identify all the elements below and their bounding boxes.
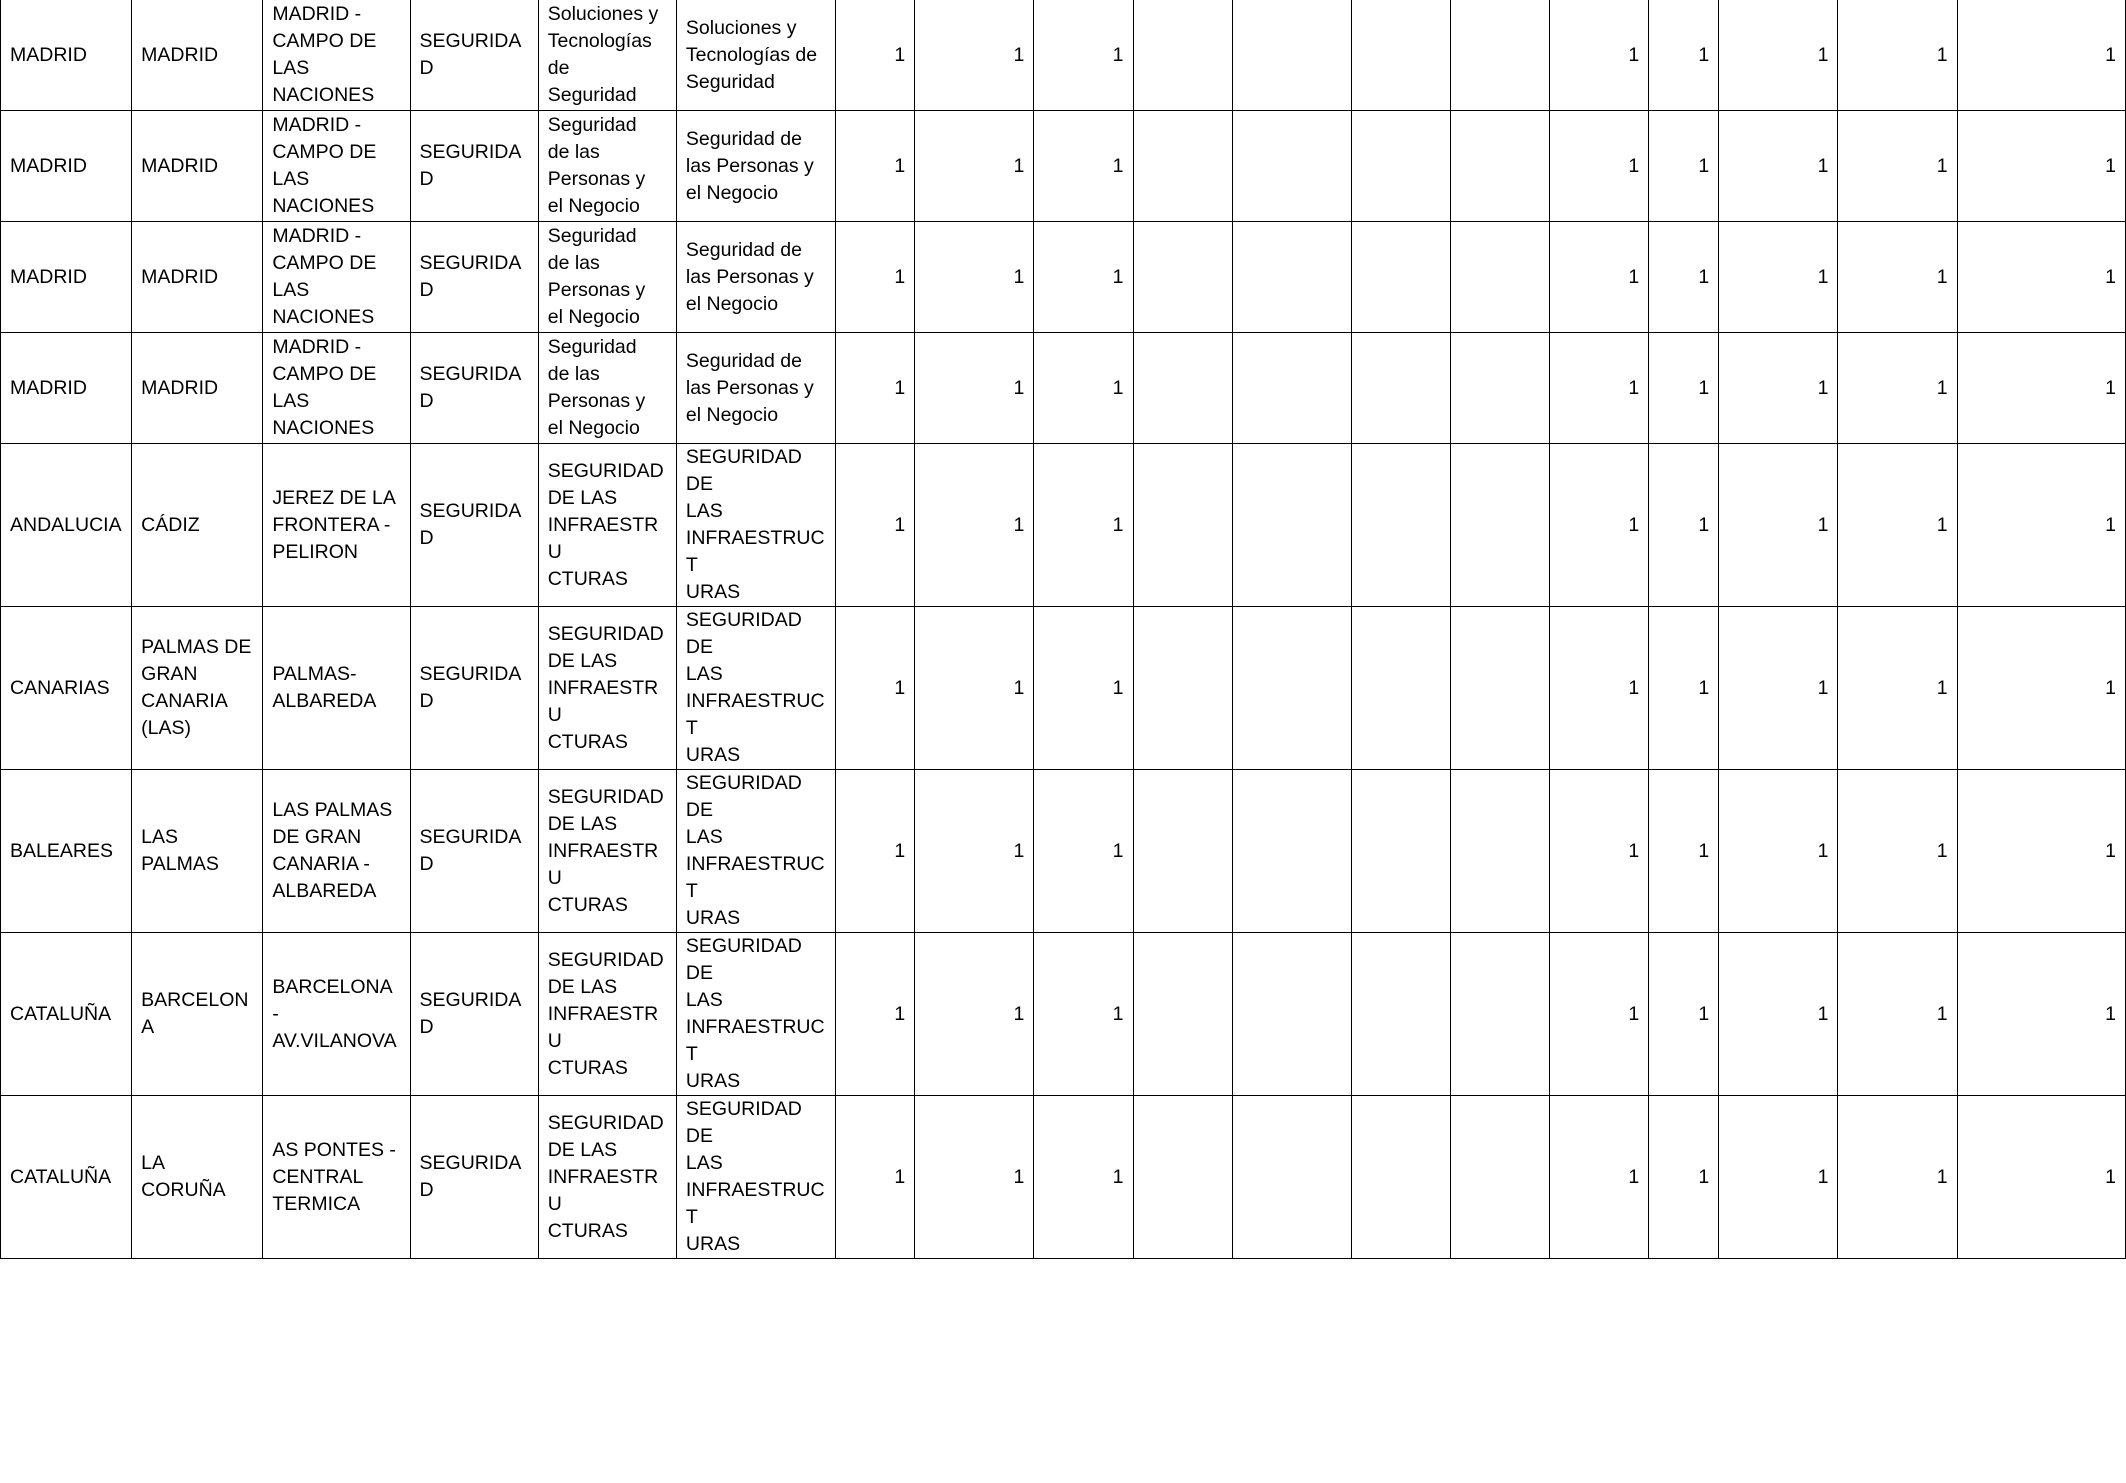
cell-value-2: 1 <box>915 0 1034 111</box>
cell-value-12: 1 <box>1957 111 2125 222</box>
table-row <box>1 770 2126 933</box>
cell-value-8: 1 <box>1550 333 1649 444</box>
cell-service-detail: Seguridad de las Personas y el Negocio <box>676 222 835 333</box>
cell-value-9: 1 <box>1649 444 1719 607</box>
cell-value-9: 1 <box>1649 1096 1719 1259</box>
cell-service: Soluciones y Tecnologías de Seguridad <box>538 0 676 111</box>
cell-value-12: 1 <box>1957 0 2125 111</box>
table-row <box>1 1096 2126 1259</box>
cell-service-detail: SEGURIDAD DE LAS INFRAESTRUCT URAS <box>676 770 835 933</box>
cell-value-4 <box>1133 933 1232 1096</box>
cell-value-6 <box>1351 607 1450 770</box>
cell-service-detail: Seguridad de las Personas y el Negocio <box>676 111 835 222</box>
cell-value-8: 1 <box>1550 770 1649 933</box>
cell-value-6 <box>1351 0 1450 111</box>
cell-area: SEGURIDAD <box>410 111 538 222</box>
cell-value-11: 1 <box>1838 333 1957 444</box>
cell-value-1: 1 <box>836 770 915 933</box>
cell-region: CATALUÑA <box>1 1096 132 1259</box>
cell-value-3: 1 <box>1034 1096 1133 1259</box>
cell-site: MADRID - CAMPO DE LAS NACIONES <box>263 222 410 333</box>
cell-site: MADRID - CAMPO DE LAS NACIONES <box>263 333 410 444</box>
cell-value-5 <box>1232 333 1351 444</box>
cell-value-10: 1 <box>1719 607 1838 770</box>
cell-value-7 <box>1450 111 1549 222</box>
cell-value-2: 1 <box>915 933 1034 1096</box>
cell-value-9: 1 <box>1649 0 1719 111</box>
cell-value-4 <box>1133 333 1232 444</box>
cell-value-5 <box>1232 444 1351 607</box>
cell-service: SEGURIDAD DE LAS INFRAESTRU CTURAS <box>538 1096 676 1259</box>
cell-value-3: 1 <box>1034 444 1133 607</box>
cell-value-9: 1 <box>1649 770 1719 933</box>
cell-value-4 <box>1133 444 1232 607</box>
cell-value-1: 1 <box>836 111 915 222</box>
cell-value-10: 1 <box>1719 333 1838 444</box>
cell-value-2: 1 <box>915 607 1034 770</box>
cell-value-12: 1 <box>1957 933 2125 1096</box>
cell-site: BARCELONA - AV.VILANOVA <box>263 933 410 1096</box>
cell-value-8: 1 <box>1550 1096 1649 1259</box>
cell-region: MADRID <box>1 222 132 333</box>
cell-service: Seguridad de las Personas y el Negocio <box>538 222 676 333</box>
cell-value-12: 1 <box>1957 444 2125 607</box>
cell-value-1: 1 <box>836 933 915 1096</box>
cell-value-6 <box>1351 770 1450 933</box>
cell-value-8: 1 <box>1550 222 1649 333</box>
cell-value-3: 1 <box>1034 770 1133 933</box>
cell-value-4 <box>1133 222 1232 333</box>
cell-service: SEGURIDAD DE LAS INFRAESTRU CTURAS <box>538 770 676 933</box>
cell-value-7 <box>1450 770 1549 933</box>
table-row <box>1 111 2126 222</box>
cell-service-detail: SEGURIDAD DE LAS INFRAESTRUCT URAS <box>676 444 835 607</box>
cell-service: SEGURIDAD DE LAS INFRAESTRU CTURAS <box>538 933 676 1096</box>
cell-value-5 <box>1232 1096 1351 1259</box>
cell-value-11: 1 <box>1838 607 1957 770</box>
cell-service-detail: SEGURIDAD DE LAS INFRAESTRUCT URAS <box>676 1096 835 1259</box>
cell-area: SEGURIDAD <box>410 770 538 933</box>
cell-value-4 <box>1133 0 1232 111</box>
cell-value-2: 1 <box>915 111 1034 222</box>
cell-value-1: 1 <box>836 607 915 770</box>
cell-service-detail: Seguridad de las Personas y el Negocio <box>676 333 835 444</box>
cell-area: SEGURIDAD <box>410 933 538 1096</box>
cell-area: SEGURIDAD <box>410 222 538 333</box>
cell-site: JEREZ DE LA FRONTERA - PELIRON <box>263 444 410 607</box>
cell-value-2: 1 <box>915 333 1034 444</box>
table-row <box>1 607 2126 770</box>
cell-value-11: 1 <box>1838 0 1957 111</box>
cell-value-1: 1 <box>836 0 915 111</box>
cell-value-10: 1 <box>1719 933 1838 1096</box>
cell-value-3: 1 <box>1034 0 1133 111</box>
cell-value-1: 1 <box>836 333 915 444</box>
cell-value-8: 1 <box>1550 607 1649 770</box>
cell-province: MADRID <box>132 333 263 444</box>
cell-value-6 <box>1351 333 1450 444</box>
cell-value-5 <box>1232 933 1351 1096</box>
cell-province: MADRID <box>132 111 263 222</box>
cell-site: AS PONTES - CENTRAL TERMICA <box>263 1096 410 1259</box>
cell-value-10: 1 <box>1719 444 1838 607</box>
cell-value-7 <box>1450 1096 1549 1259</box>
cell-value-8: 1 <box>1550 0 1649 111</box>
cell-province: MADRID <box>132 222 263 333</box>
cell-province: PALMAS DE GRAN CANARIA (LAS) <box>132 607 263 770</box>
cell-value-3: 1 <box>1034 333 1133 444</box>
cell-value-2: 1 <box>915 1096 1034 1259</box>
cell-service-detail: SEGURIDAD DE LAS INFRAESTRUCT URAS <box>676 933 835 1096</box>
cell-value-9: 1 <box>1649 333 1719 444</box>
cell-value-7 <box>1450 333 1549 444</box>
table-row <box>1 0 2126 111</box>
cell-value-6 <box>1351 444 1450 607</box>
cell-province: BARCELONA <box>132 933 263 1096</box>
cell-value-3: 1 <box>1034 111 1133 222</box>
cell-service: Seguridad de las Personas y el Negocio <box>538 111 676 222</box>
cell-area: SEGURIDAD <box>410 333 538 444</box>
cell-province: CÁDIZ <box>132 444 263 607</box>
cell-value-3: 1 <box>1034 222 1133 333</box>
cell-value-7 <box>1450 0 1549 111</box>
cell-area: SEGURIDAD <box>410 1096 538 1259</box>
cell-value-8: 1 <box>1550 444 1649 607</box>
cell-value-12: 1 <box>1957 333 2125 444</box>
cell-value-2: 1 <box>915 444 1034 607</box>
cell-value-1: 1 <box>836 444 915 607</box>
cell-service: SEGURIDAD DE LAS INFRAESTRU CTURAS <box>538 444 676 607</box>
cell-value-11: 1 <box>1838 111 1957 222</box>
cell-value-12: 1 <box>1957 222 2125 333</box>
cell-site: PALMAS- ALBAREDA <box>263 607 410 770</box>
cell-service: SEGURIDAD DE LAS INFRAESTRU CTURAS <box>538 607 676 770</box>
cell-value-4 <box>1133 1096 1232 1259</box>
cell-region: CATALUÑA <box>1 933 132 1096</box>
cell-value-8: 1 <box>1550 111 1649 222</box>
cell-value-10: 1 <box>1719 222 1838 333</box>
cell-province: LAS PALMAS <box>132 770 263 933</box>
cell-value-11: 1 <box>1838 444 1957 607</box>
cell-area: SEGURIDAD <box>410 0 538 111</box>
cell-province: LA CORUÑA <box>132 1096 263 1259</box>
table-row <box>1 222 2126 333</box>
cell-value-12: 1 <box>1957 607 2125 770</box>
table-row <box>1 444 2126 607</box>
cell-value-2: 1 <box>915 770 1034 933</box>
cell-value-4 <box>1133 111 1232 222</box>
cell-value-5 <box>1232 607 1351 770</box>
cell-area: SEGURIDAD <box>410 607 538 770</box>
cell-value-6 <box>1351 222 1450 333</box>
cell-province: MADRID <box>132 0 263 111</box>
cell-value-4 <box>1133 770 1232 933</box>
cell-value-5 <box>1232 222 1351 333</box>
cell-value-3: 1 <box>1034 933 1133 1096</box>
cell-value-7 <box>1450 222 1549 333</box>
cell-value-9: 1 <box>1649 111 1719 222</box>
cell-value-10: 1 <box>1719 0 1838 111</box>
cell-value-1: 1 <box>836 222 915 333</box>
table-row <box>1 933 2126 1096</box>
cell-value-10: 1 <box>1719 1096 1838 1259</box>
cell-value-11: 1 <box>1838 933 1957 1096</box>
cell-service-detail: Soluciones y Tecnologías de Seguridad <box>676 0 835 111</box>
cell-value-6 <box>1351 933 1450 1096</box>
cell-value-4 <box>1133 607 1232 770</box>
cell-value-3: 1 <box>1034 607 1133 770</box>
cell-value-11: 1 <box>1838 222 1957 333</box>
cell-service: Seguridad de las Personas y el Negocio <box>538 333 676 444</box>
cell-area: SEGURIDAD <box>410 444 538 607</box>
cell-value-7 <box>1450 933 1549 1096</box>
cell-value-10: 1 <box>1719 111 1838 222</box>
cell-value-11: 1 <box>1838 1096 1957 1259</box>
cell-value-7 <box>1450 607 1549 770</box>
cell-region: CANARIAS <box>1 607 132 770</box>
cell-value-6 <box>1351 1096 1450 1259</box>
cell-value-12: 1 <box>1957 770 2125 933</box>
cell-region: ANDALUCIA <box>1 444 132 607</box>
cell-value-12: 1 <box>1957 1096 2125 1259</box>
cell-value-1: 1 <box>836 1096 915 1259</box>
cell-value-10: 1 <box>1719 770 1838 933</box>
cell-region: MADRID <box>1 333 132 444</box>
cell-value-9: 1 <box>1649 933 1719 1096</box>
cell-value-9: 1 <box>1649 607 1719 770</box>
cell-region: MADRID <box>1 111 132 222</box>
cell-region: MADRID <box>1 0 132 111</box>
cell-value-2: 1 <box>915 222 1034 333</box>
cell-site: MADRID - CAMPO DE LAS NACIONES <box>263 111 410 222</box>
cell-value-9: 1 <box>1649 222 1719 333</box>
cell-value-7 <box>1450 444 1549 607</box>
cell-value-6 <box>1351 111 1450 222</box>
cell-value-5 <box>1232 111 1351 222</box>
cell-value-11: 1 <box>1838 770 1957 933</box>
cell-value-5 <box>1232 770 1351 933</box>
table-row <box>1 333 2126 444</box>
cell-site: MADRID - CAMPO DE LAS NACIONES <box>263 0 410 111</box>
cell-value-8: 1 <box>1550 933 1649 1096</box>
cell-value-5 <box>1232 0 1351 111</box>
cell-site: LAS PALMAS DE GRAN CANARIA - ALBAREDA <box>263 770 410 933</box>
cell-region: BALEARES <box>1 770 132 933</box>
cell-service-detail: SEGURIDAD DE LAS INFRAESTRUCT URAS <box>676 607 835 770</box>
